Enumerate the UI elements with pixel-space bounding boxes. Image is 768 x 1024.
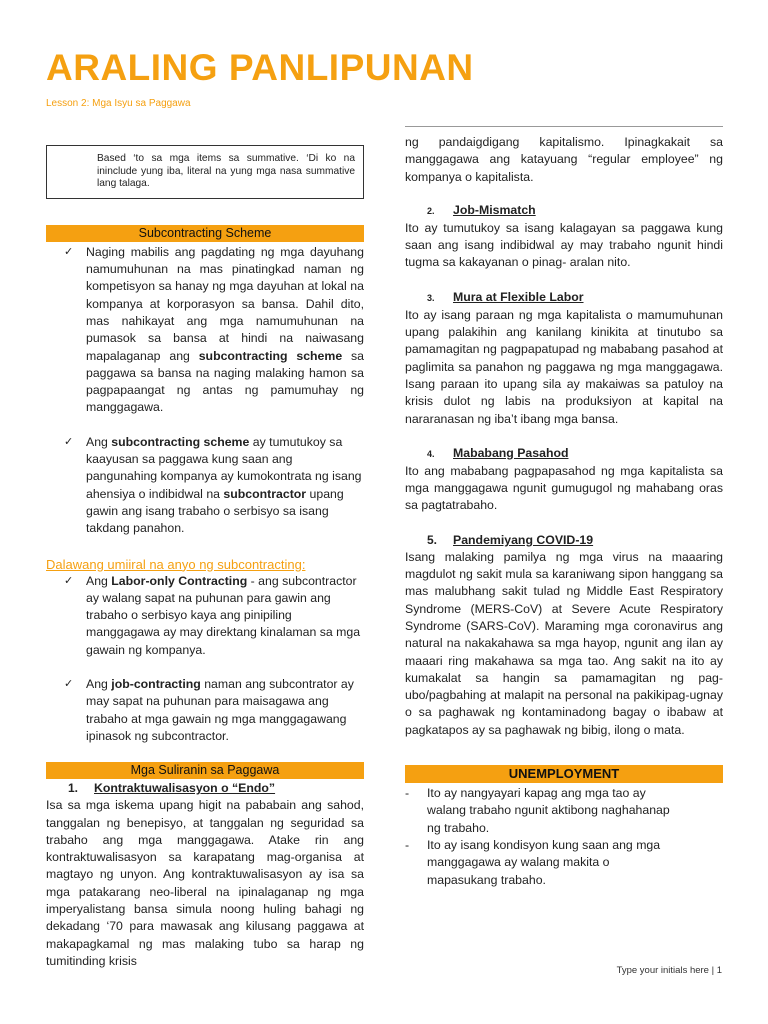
checkmark-icon: ✓: [64, 245, 74, 258]
item-title: Pandemiyang COVID-19: [453, 532, 594, 547]
bold-term: Labor-only Contracting: [111, 573, 248, 588]
right-column: [405, 134, 723, 889]
item-text: Ito ay isang paraan ng mga kapitalista o mamumuhunan upang palakihin ang kanilang kinikita at tinutubo sa pamamagitan ng pagpapatupad ng mababang pasahod at paglimita sa panahon ng paggawa ng mga manggagawa. Isang paraan ito upang sila ay makaiwas sa patuloy na krisis dulot ng labis na produksiyon at kapital na nararanasan ng iba’t ibang mga bansa.: [405, 307, 723, 426]
bold-term: subcontracting scheme: [111, 434, 250, 449]
item-title: Kontraktuwalisasyon o “Endo”: [94, 781, 276, 796]
subcontracting-heading: Subcontracting Scheme: [46, 225, 364, 242]
bullet-text: [86, 676, 364, 745]
item-heading: [405, 202, 723, 220]
list-item: [405, 785, 723, 837]
item-number: 1.: [68, 781, 79, 796]
item-text: Isang malaking pamilya ng mga virus na maaaring magdulot ng sakit mula sa karaniwang sipon hanggang sa mas malubhang sakit tulad ng Middle East Respiratory Syndrome (MERS-CoV) at Severe Acute Respiratory Syndrome (SARS-CoV). Maraming mga coronavirus ang natural na nakakahawa sa mga hayop, ngunit ang ilan ay maaari ring makahawa sa mga tao. Ang sakit na ito ay kumakalat sa hangin sa pamamagitan ng pag-ubo/pagbahing at malapit na personal na pakikipag-ugnay o sa paghawak ng kontaminadong bagay o ibabaw at pagkatapos ay sa paghawak ng bibig, ilong o mata.: [405, 549, 723, 737]
page-title: ARALING PANLIPUNAN: [46, 47, 474, 88]
item-text: Ito ang mababang pagpapasahod ng mga kapitalista sa mga manggagawa ngunit gumugugol ng mahabang oras sa pagtatrabaho.: [405, 463, 723, 513]
text-run: - ang subcontractor ay walang sapat na puhunan para gawin ang trabaho o serbisyo kaya ang pinipiling manggagawa ay may direktang kinalaman sa mga gawain ng kompanya.: [86, 573, 361, 657]
lesson-subtitle: Lesson 2: Mga Isyu sa Paggawa: [46, 98, 191, 109]
left-column: [46, 145, 364, 970]
checkmark-icon: ✓: [64, 435, 74, 448]
list-item: [46, 434, 364, 538]
item-number: 3.: [427, 292, 435, 303]
item-title: Mura at Flexible Labor: [453, 289, 584, 304]
bullet-text: Ito ay nangyayari kapag ang mga tao ay walang trabaho ngunit aktibong naghahanap ng trabaho.: [427, 786, 670, 835]
page-footer: Type your initials here | 1: [616, 965, 722, 976]
list-item: [405, 837, 723, 889]
dash-icon: -: [405, 837, 410, 852]
item-title: Mababang Pasahod: [453, 445, 569, 460]
text-run: naman ang subcontrator ay may sapat na puhunan para maisagawa ang trabaho at mga gawain ng mga manggagawang ipinasok ng subcontractor.: [86, 677, 354, 743]
bold-term: job-contracting: [111, 677, 201, 692]
suliranin-heading: Mga Suliranin sa Paggawa: [46, 762, 364, 779]
item-text-continued: ng pandaigdigang kapitalismo. Ipinagkakait sa manggagawa ang katayuang “regular employee” ng kompanya o kapitalista.: [405, 135, 723, 184]
item-text: Isa sa mga iskema upang higit na pababain ang sahod, tanggalan ng benepisyo, at tanggalan ng seguridad sa trabaho ang mga manggagawa. Atake rin ang kontraktuwalisasyon sa karapatang mag-organisa at magtayo ng unyon. Ang kontraktuwalisasyon ay isa sa mga patakarang neo-liberal na ipinalaganap ng mga imperyalistang bansa simula noong huling bahagi ng dekadang ‘70 para mawasak ang kilusang paggawa at makapagkamal ng mas malaking tubo sa harap ng tumitinding krisis: [46, 798, 364, 968]
bullet-text: Ito ay isang kondisyon kung saan ang mga manggagawa ay walang makita o mapasukang trabaho.: [427, 837, 661, 887]
item-heading: [405, 289, 723, 307]
text-run: Ang: [86, 573, 112, 588]
list-item: [46, 573, 364, 659]
text-run: ay tumutukoy sa kaayusan sa paggawa kung saan ang pangunahing kompanya ay kumokontrata ng isang ahensiya o indibidwal na: [86, 434, 362, 501]
text-run: sa paggawa sa bansa na naging malaking hamon sa pagpapaangat ng antas ng pamumuhay ng manggagawa.: [86, 348, 364, 415]
dash-icon: -: [405, 786, 410, 801]
list-item: [46, 676, 364, 745]
checkmark-icon: ✓: [64, 574, 74, 587]
bold-term: subcontractor: [223, 486, 307, 501]
text-run: upang gawin ang isang trabaho o serbisyo sa isang takdang panahon.: [86, 486, 344, 536]
item-number: 4.: [427, 448, 435, 459]
text-run: Ang: [86, 677, 112, 692]
column-divider: [405, 126, 723, 127]
checkmark-icon: ✓: [64, 678, 74, 691]
item-text: Ito ay tumutukoy sa isang kalagayan sa paggawa kung saan ang isang indibidwal ay may trabaho ngunit hindi tugma sa kakayanan o pinag- aralan nito.: [405, 220, 723, 270]
text-run: Ang: [86, 434, 112, 449]
text-run: Naging mabilis ang pagdating ng mga dayuhang namumuhunan na mas pinatingkad naman ng kompetisyon sa hanay ng mga dayuhan at lokal na kompanya at korporasyon sa bansa. Dahil dito, mas nahikayat ang mga namumuhunan na pumasok sa bansa at hindi na naiwasang mapalaganap ang: [86, 244, 364, 363]
item-heading: [405, 445, 723, 463]
list-item: [46, 244, 364, 417]
item-number: 5.: [427, 532, 438, 547]
unemployment-heading: UNEMPLOYMENT: [405, 765, 723, 783]
item-heading: [405, 532, 723, 549]
bullet-text: [86, 434, 364, 538]
item-title: Job-Mismatch: [453, 202, 536, 217]
item-number: 2.: [427, 205, 435, 216]
bullet-text: [86, 573, 364, 659]
bullet-text: [86, 244, 364, 417]
anyo-heading: Dalawang umiiral na anyo ng subcontracting:: [46, 556, 306, 572]
note-box: Based ‘to sa mga items sa summative. ‘Di ko na ininclude yung iba, literal na yung mga nasa summative lang talaga.: [46, 145, 364, 199]
bold-term: subcontracting scheme: [198, 348, 343, 363]
item-heading: [46, 780, 364, 797]
